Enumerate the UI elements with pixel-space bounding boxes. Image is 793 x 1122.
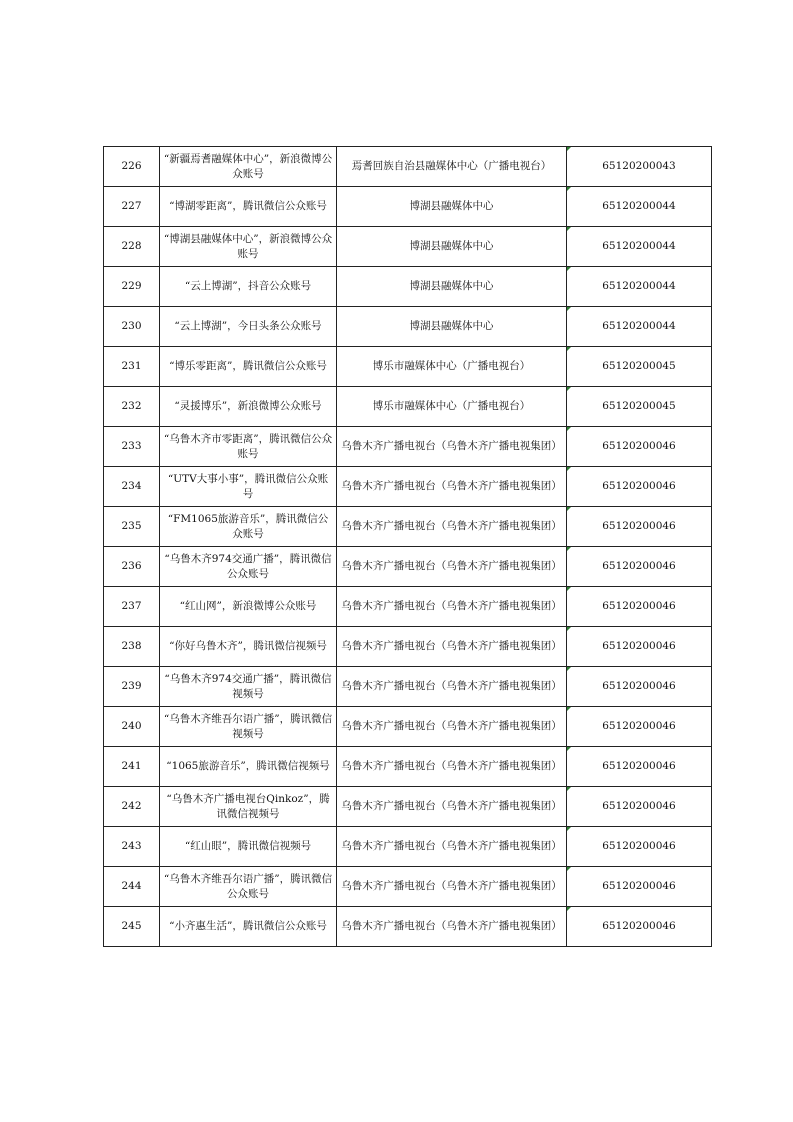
row-number: 231 [121,360,142,372]
row-number: 244 [121,880,142,892]
code-cell [567,267,712,307]
media-account-table [103,146,712,947]
unit-cell [337,707,567,747]
unit-cell [337,667,567,707]
account-name: “灵援博乐”，新浪微博公众账号 [174,400,322,412]
row-number-cell [104,427,160,467]
unit-code: 65120200045 [602,360,676,372]
table-row [104,667,712,707]
table-row [104,707,712,747]
unit-code: 65120200046 [602,720,676,732]
row-number-cell [104,907,160,947]
code-cell [567,307,712,347]
code-cell [567,187,712,227]
unit-name: 乌鲁木齐广播电视台（乌鲁木齐广播电视集团） [341,800,562,812]
code-cell [567,787,712,827]
unit-cell [337,147,567,187]
unit-cell [337,787,567,827]
unit-cell [337,907,567,947]
unit-name: 乌鲁木齐广播电视台（乌鲁木齐广播电视集团） [341,480,562,492]
account-name: “小齐惠生活”，腾讯微信公众账号 [169,920,327,932]
code-cell [567,827,712,867]
table-row [104,507,712,547]
code-cell [567,547,712,587]
unit-cell [337,627,567,667]
row-number-cell [104,267,160,307]
row-number-cell [104,667,160,707]
account-name: “红山网”，新浪微博公众账号 [179,600,317,612]
row-number-cell [104,587,160,627]
account-cell [160,187,337,227]
unit-code: 65120200046 [602,760,676,772]
table-row [104,907,712,947]
account-name: “新疆焉耆融媒体中心”，新浪微博公众账号 [163,152,333,180]
unit-cell [337,227,567,267]
table-row [104,307,712,347]
account-cell [160,707,337,747]
unit-code: 65120200044 [602,240,676,252]
account-name: “乌鲁木齐广播电视台Qinkoz”，腾讯微信视频号 [166,792,330,820]
unit-name: 乌鲁木齐广播电视台（乌鲁木齐广播电视集团） [341,760,562,772]
code-cell [567,147,712,187]
code-cell [567,387,712,427]
account-cell [160,587,337,627]
account-cell [160,347,337,387]
code-cell [567,907,712,947]
row-number: 239 [121,680,142,692]
unit-name: 博湖县融媒体中心 [409,280,494,292]
unit-code: 65120200046 [602,680,676,692]
unit-code: 65120200044 [602,200,676,212]
unit-code: 65120200046 [602,920,676,932]
unit-name: 乌鲁木齐广播电视台（乌鲁木齐广播电视集团） [341,560,562,572]
unit-code: 65120200046 [602,600,676,612]
unit-name: 乌鲁木齐广播电视台（乌鲁木齐广播电视集团） [341,600,562,612]
account-name: “1065旅游音乐”，腾讯微信视频号 [166,760,330,772]
row-number: 228 [121,240,142,252]
code-cell [567,347,712,387]
code-cell [567,627,712,667]
code-cell [567,467,712,507]
table-row [104,627,712,667]
unit-name: 乌鲁木齐广播电视台（乌鲁木齐广播电视集团） [341,640,562,652]
row-number-cell [104,547,160,587]
unit-cell [337,387,567,427]
unit-code: 65120200046 [602,880,676,892]
table-row [104,547,712,587]
unit-code: 65120200046 [602,520,676,532]
unit-name: 博乐市融媒体中心（广播电视台） [372,400,531,412]
account-cell [160,387,337,427]
row-number: 245 [121,920,142,932]
table-row [104,347,712,387]
unit-name: 博湖县融媒体中心 [409,200,494,212]
unit-code: 65120200046 [602,640,676,652]
unit-name: 焉耆回族自治县融媒体中心（广播电视台） [351,160,552,172]
unit-cell [337,827,567,867]
row-number-cell [104,507,160,547]
account-name: “FM1065旅游音乐”，腾讯微信公众账号 [167,512,329,540]
unit-code: 65120200044 [602,320,676,332]
row-number: 236 [121,560,142,572]
table-row [104,787,712,827]
account-name: “乌鲁木齐974交通广播”，腾讯微信视频号 [164,672,332,700]
unit-cell [337,507,567,547]
row-number: 226 [121,160,142,172]
account-name: “乌鲁木齐维吾尔语广播”，腾讯微信公众账号 [163,872,333,900]
row-number: 232 [121,400,142,412]
unit-name: 乌鲁木齐广播电视台（乌鲁木齐广播电视集团） [341,720,562,732]
unit-name: 乌鲁木齐广播电视台（乌鲁木齐广播电视集团） [341,680,562,692]
unit-cell [337,867,567,907]
row-number-cell [104,307,160,347]
unit-name: 乌鲁木齐广播电视台（乌鲁木齐广播电视集团） [341,840,562,852]
unit-cell [337,307,567,347]
unit-code: 65120200046 [602,440,676,452]
code-cell [567,427,712,467]
unit-name: 乌鲁木齐广播电视台（乌鲁木齐广播电视集团） [341,920,562,932]
account-cell [160,227,337,267]
unit-cell [337,267,567,307]
code-cell [567,747,712,787]
code-cell [567,507,712,547]
unit-code: 65120200043 [602,160,676,172]
unit-code: 65120200045 [602,400,676,412]
table-row [104,187,712,227]
unit-name: 乌鲁木齐广播电视台（乌鲁木齐广播电视集团） [341,520,562,532]
row-number-cell [104,147,160,187]
code-cell [567,707,712,747]
row-number: 234 [121,480,142,492]
row-number: 238 [121,640,142,652]
unit-cell [337,187,567,227]
table-row [104,747,712,787]
account-cell [160,307,337,347]
row-number: 240 [121,720,142,732]
row-number-cell [104,867,160,907]
unit-cell [337,467,567,507]
unit-name: 乌鲁木齐广播电视台（乌鲁木齐广播电视集团） [341,880,562,892]
account-cell [160,867,337,907]
account-name: “乌鲁木齐维吾尔语广播”，腾讯微信视频号 [163,712,333,740]
account-name: “乌鲁木齐市零距离”，腾讯微信公众账号 [163,432,333,460]
row-number: 233 [121,440,142,452]
account-cell [160,267,337,307]
row-number-cell [104,747,160,787]
account-cell [160,907,337,947]
table-row [104,227,712,267]
row-number: 230 [121,320,142,332]
row-number-cell [104,627,160,667]
table-row [104,467,712,507]
table-row [104,427,712,467]
unit-code: 65120200046 [602,560,676,572]
unit-name: 乌鲁木齐广播电视台（乌鲁木齐广播电视集团） [341,440,562,452]
unit-code: 65120200044 [602,280,676,292]
account-name: “云上博湖”，抖音公众账号 [184,280,312,292]
account-name: “云上博湖”，今日头条公众账号 [174,320,322,332]
row-number-cell [104,347,160,387]
account-cell [160,547,337,587]
table-row [104,827,712,867]
unit-name: 博湖县融媒体中心 [409,240,494,252]
code-cell [567,867,712,907]
table-row [104,587,712,627]
account-name: “你好乌鲁木齐”，腾讯微信视频号 [169,640,327,652]
code-cell [567,587,712,627]
unit-cell [337,347,567,387]
unit-code: 65120200046 [602,840,676,852]
account-name: “红山眼”，腾讯微信视频号 [184,840,312,852]
unit-cell [337,747,567,787]
account-cell [160,507,337,547]
account-name: “博乐零距离”，腾讯微信公众账号 [169,360,327,372]
row-number: 243 [121,840,142,852]
unit-name: 博乐市融媒体中心（广播电视台） [372,360,531,372]
row-number: 237 [121,600,142,612]
account-cell [160,667,337,707]
account-cell [160,627,337,667]
row-number: 235 [121,520,142,532]
account-cell [160,467,337,507]
account-cell [160,747,337,787]
table-row [104,867,712,907]
row-number-cell [104,787,160,827]
code-cell [567,667,712,707]
account-cell [160,427,337,467]
row-number: 227 [121,200,142,212]
table-row [104,147,712,187]
row-number: 229 [121,280,142,292]
unit-cell [337,427,567,467]
account-cell [160,827,337,867]
table-row [104,387,712,427]
account-name: “乌鲁木齐974交通广播”，腾讯微信公众账号 [164,552,332,580]
row-number: 241 [121,760,142,772]
row-number-cell [104,227,160,267]
row-number: 242 [121,800,142,812]
account-cell [160,147,337,187]
unit-cell [337,587,567,627]
account-name: “UTV大事小事”，腾讯微信公众账号 [167,472,329,500]
account-cell [160,787,337,827]
table-row [104,267,712,307]
row-number-cell [104,387,160,427]
account-name: “博湖零距离”，腾讯微信公众账号 [169,200,327,212]
account-name: “博湖县融媒体中心”，新浪微博公众账号 [163,232,333,260]
code-cell [567,227,712,267]
unit-cell [337,547,567,587]
unit-code: 65120200046 [602,800,676,812]
row-number-cell [104,827,160,867]
row-number-cell [104,707,160,747]
row-number-cell [104,187,160,227]
unit-name: 博湖县融媒体中心 [409,320,494,332]
unit-code: 65120200046 [602,480,676,492]
row-number-cell [104,467,160,507]
table-body [104,147,712,947]
